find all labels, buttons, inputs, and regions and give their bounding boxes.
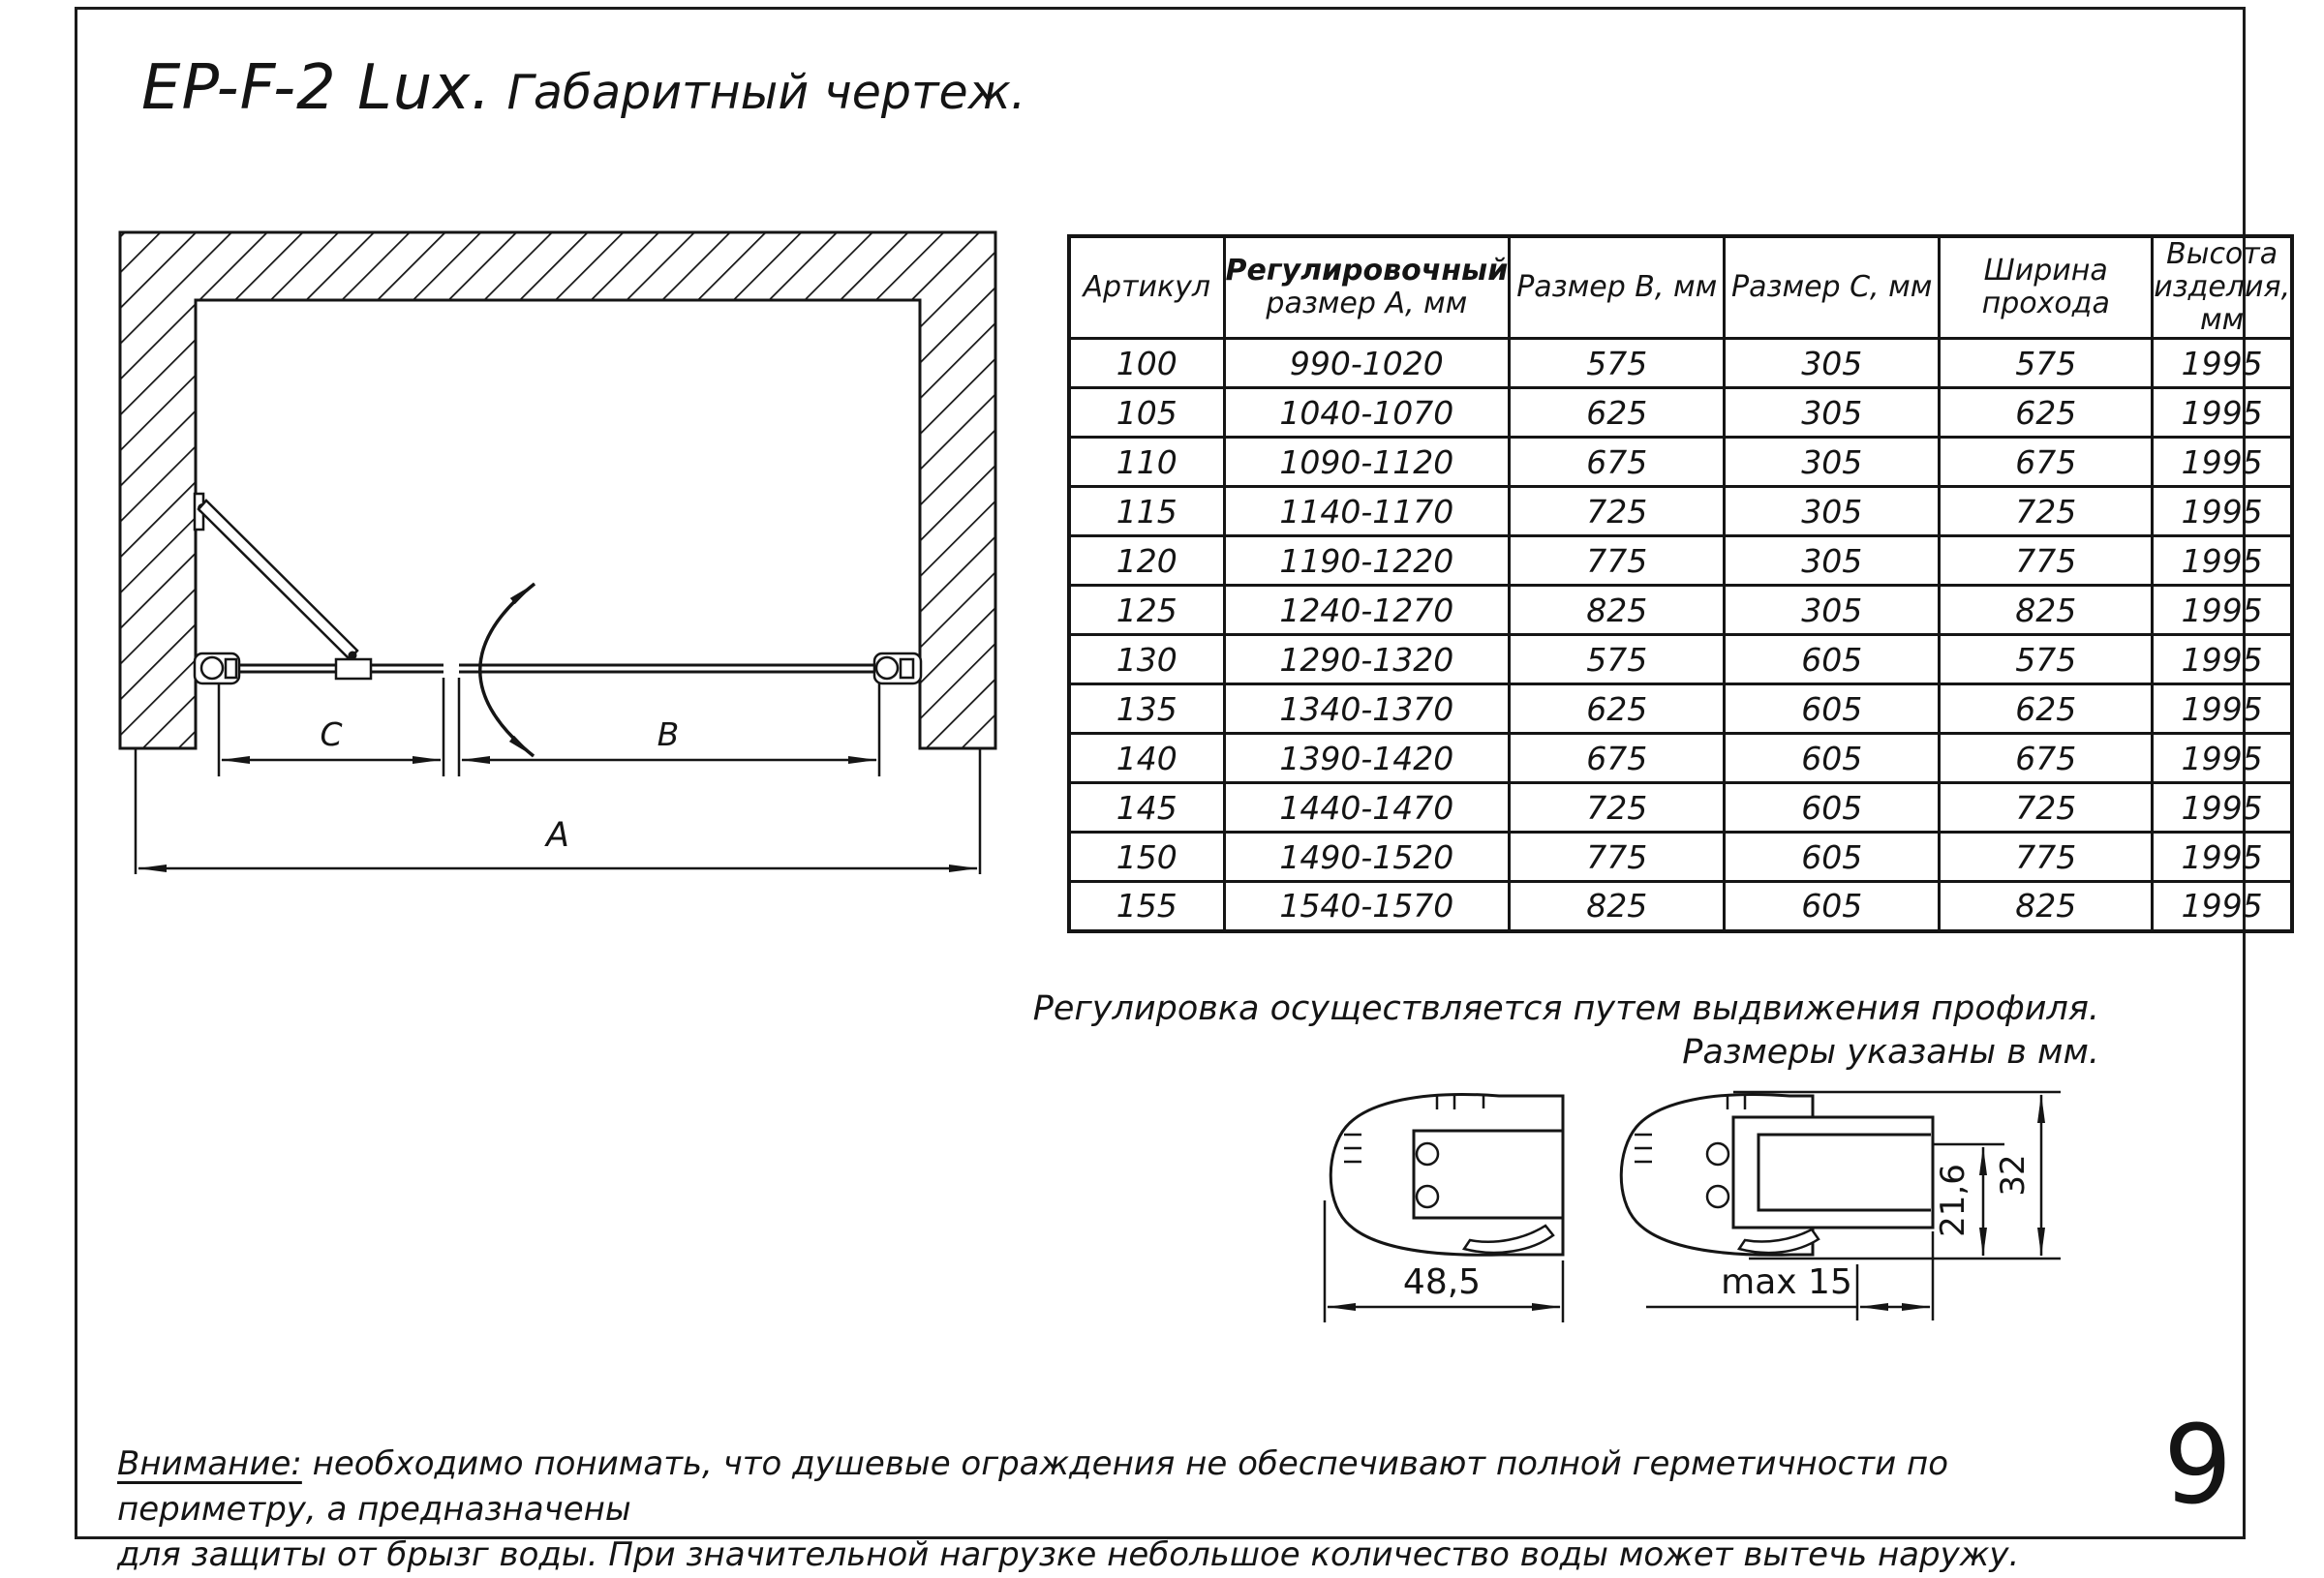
table-cell: 1995	[2153, 882, 2292, 931]
table-cell: 1995	[2153, 833, 2292, 882]
table-cell: 130	[1069, 635, 1224, 684]
table-cell: 725	[1940, 487, 2153, 536]
table-cell: 150	[1069, 833, 1224, 882]
wall-face-lines	[136, 748, 980, 874]
table-cell: 725	[1510, 487, 1725, 536]
table-cell: 625	[1510, 388, 1725, 438]
table-cell: 1995	[2153, 734, 2292, 783]
table-cell: 1540-1570	[1224, 882, 1510, 931]
table-cell: 1240-1270	[1224, 586, 1510, 635]
table-cell: 625	[1940, 684, 2153, 734]
table-row	[1069, 833, 2292, 882]
extension-lines	[219, 678, 879, 776]
table-cell: 775	[1940, 833, 2153, 882]
table-cell: 775	[1510, 536, 1725, 586]
table-cell: 105	[1069, 388, 1224, 438]
profile-sections-drawing	[1298, 1065, 2092, 1346]
table-cell: 1995	[2153, 783, 2292, 833]
page-title	[141, 52, 1025, 124]
note-line1: Регулировка осуществляется путем выдвижения профиля.	[1032, 989, 2099, 1028]
left-wall-profile	[195, 653, 239, 683]
dim-a-label: A	[546, 816, 569, 855]
table-cell: 825	[1510, 882, 1725, 931]
table-cell: 825	[1510, 586, 1725, 635]
table-cell: 145	[1069, 783, 1224, 833]
table-cell: 1995	[2153, 339, 2292, 388]
table-row	[1069, 734, 2292, 783]
table-cell: 625	[1940, 388, 2153, 438]
table-row	[1069, 388, 2292, 438]
dim-height-label: 32	[1994, 1154, 2033, 1197]
table-row	[1069, 882, 2292, 931]
table-cell: 605	[1725, 734, 1940, 783]
table-cell: 990-1020	[1224, 339, 1510, 388]
right-wall-profile	[874, 653, 921, 683]
table-cell: 1995	[2153, 438, 2292, 487]
table-cell: 1490-1520	[1224, 833, 1510, 882]
adjustment-note	[1033, 987, 2099, 1075]
warning-line1-text: необходимо понимать, что душевые ограждения не обеспечивают полной герметичности по периметру, а предназначены	[117, 1444, 1949, 1529]
table-cell: 305	[1725, 438, 1940, 487]
table-header-cell: Размер В, мм	[1510, 236, 1725, 339]
table-cell: 775	[1510, 833, 1725, 882]
table-cell: 675	[1510, 734, 1725, 783]
table-cell: 305	[1725, 586, 1940, 635]
table-cell: 1140-1170	[1224, 487, 1510, 536]
dim-b-label: B	[657, 715, 680, 753]
table-cell: 1995	[2153, 635, 2292, 684]
table-cell: 1995	[2153, 684, 2292, 734]
table-row	[1069, 438, 2292, 487]
table-cell: 675	[1940, 438, 2153, 487]
table-cell: 625	[1510, 684, 1725, 734]
table-cell: 605	[1725, 684, 1940, 734]
table-cell: 1090-1120	[1224, 438, 1510, 487]
dimension-b	[462, 715, 876, 760]
table-row	[1069, 536, 2292, 586]
table-cell: 1390-1420	[1224, 734, 1510, 783]
table-cell: 125	[1069, 586, 1224, 635]
table-cell: 575	[1510, 339, 1725, 388]
table-row	[1069, 487, 2292, 536]
table-cell: 305	[1725, 388, 1940, 438]
table-cell: 1995	[2153, 586, 2292, 635]
warning-line1	[117, 1441, 2034, 1532]
dim-glass-depth-label: 21,6	[1934, 1164, 1972, 1237]
table-row	[1069, 684, 2292, 734]
table-cell: 155	[1069, 882, 1224, 931]
plan-drawing	[107, 221, 1017, 891]
table-cell: 305	[1725, 339, 1940, 388]
size-table-body	[1069, 339, 2292, 931]
table-cell: 1995	[2153, 487, 2292, 536]
glass-panel	[238, 665, 873, 672]
table-cell: 605	[1725, 833, 1940, 882]
support-bar	[195, 494, 371, 679]
table-cell: 575	[1510, 635, 1725, 684]
table-cell: 825	[1940, 586, 2153, 635]
profile-section-closed	[1330, 1094, 1563, 1255]
table-cell: 1340-1370	[1224, 684, 1510, 734]
size-table-header-row	[1069, 236, 2292, 339]
table-header-cell: Ширина прохода	[1940, 236, 2153, 339]
table-cell: 120	[1069, 536, 1224, 586]
table-cell: 1440-1470	[1224, 783, 1510, 833]
table-cell: 1190-1220	[1224, 536, 1510, 586]
table-cell: 605	[1725, 635, 1940, 684]
table-cell: 140	[1069, 734, 1224, 783]
table-cell: 775	[1940, 536, 2153, 586]
table-cell: 110	[1069, 438, 1224, 487]
table-cell: 1995	[2153, 536, 2292, 586]
title-subtitle: Габаритный чертеж.	[506, 65, 1026, 120]
table-header-cell: Регулировочный размер А, мм	[1224, 236, 1510, 339]
table-row	[1069, 635, 2292, 684]
table-cell: 725	[1510, 783, 1725, 833]
table-cell: 575	[1940, 635, 2153, 684]
dimension-c	[222, 715, 441, 760]
warning-text	[117, 1441, 2034, 1578]
size-table	[1067, 234, 2294, 933]
note-line2: Размеры указаны в мм.	[1682, 1033, 2099, 1072]
table-cell: 100	[1069, 339, 1224, 388]
table-cell: 1290-1320	[1224, 635, 1510, 684]
table-cell: 1995	[2153, 388, 2292, 438]
table-cell: 115	[1069, 487, 1224, 536]
warning-line2: для защиты от брызг воды. При значительной нагрузке небольшое количество воды может вытечь наружу.	[117, 1535, 2020, 1574]
table-cell: 825	[1940, 882, 2153, 931]
dimension-a	[138, 816, 977, 868]
dim-c-label: C	[320, 715, 343, 753]
table-cell: 605	[1725, 783, 1940, 833]
table-cell: 1040-1070	[1224, 388, 1510, 438]
table-cell: 305	[1725, 536, 1940, 586]
table-cell: 135	[1069, 684, 1224, 734]
table-cell: 305	[1725, 487, 1940, 536]
table-cell: 575	[1940, 339, 2153, 388]
table-cell: 725	[1940, 783, 2153, 833]
table-header-cell: Размер С, мм	[1725, 236, 1940, 339]
table-row	[1069, 339, 2292, 388]
dim-max-label: max 15	[1721, 1262, 1852, 1302]
warning-label: Внимание:	[117, 1444, 302, 1483]
table-header-cell: Высота изделия, мм	[2154, 237, 2291, 337]
table-header-cell: Артикул	[1069, 236, 1224, 339]
profile-section-extended	[1621, 1094, 1933, 1255]
dim-width-label: 48,5	[1402, 1262, 1482, 1302]
page-number: 9	[2163, 1403, 2233, 1529]
door-swing-arc	[480, 584, 535, 756]
table-row	[1069, 783, 2292, 833]
table-cell: 675	[1510, 438, 1725, 487]
table-cell: 605	[1725, 882, 1940, 931]
table-cell: 675	[1940, 734, 2153, 783]
table-row	[1069, 586, 2292, 635]
title-model: EP-F-2 Lux.	[141, 52, 492, 124]
